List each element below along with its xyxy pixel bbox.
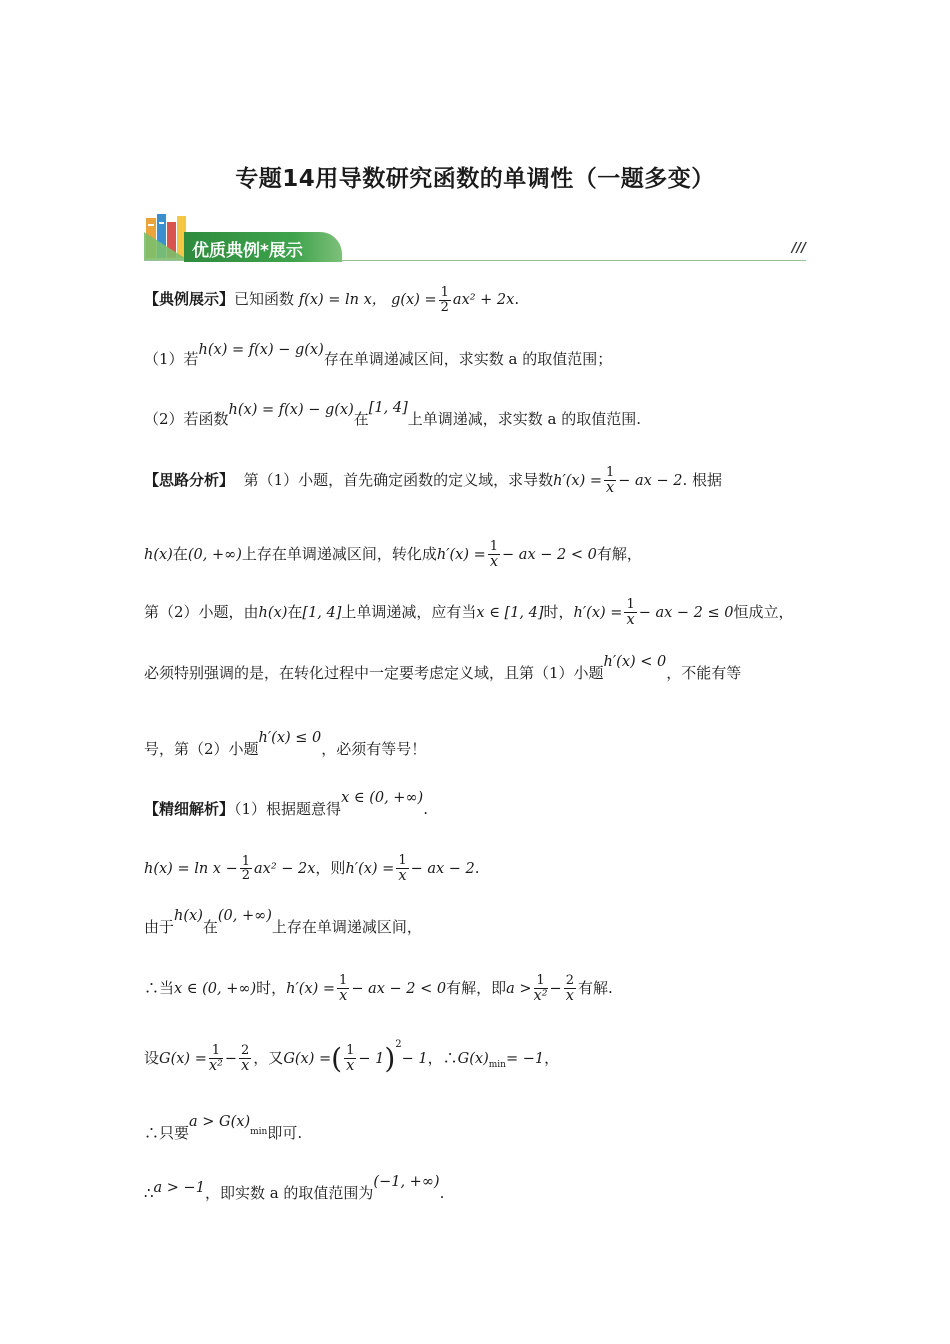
analysis-line-5: 号，第（2）小题h′(x) ≤ 0，必须有等号！ — [144, 730, 427, 758]
solution-line-3: 由于h(x)在(0, +∞)上存在单调递减区间， — [144, 908, 422, 936]
f-definition: f(x) = ln x， — [298, 292, 387, 309]
solution-line-2: h(x) = ln x − $\frac{1}{2}$ ax² − 2x，则h′(x) = $\frac{1}{x}$ − ax − 2. — [144, 853, 480, 884]
solution-line-4: ∴当x ∈ (0, +∞)时，h′(x) = $\frac{1}{x}$ − ax − 2 < 0有解，即a > $\frac{1}{\text{x²}}$ − $\frac{2}{x}$ 有解. — [144, 973, 613, 1004]
example-tag: 【典例展示】 — [144, 290, 235, 309]
analysis-line-3: 第（2）小题，由h(x)在[1, 4]上单调递减，应有当x ∈ [1, 4]时，h′(x) = $\frac{1}{x}$ − ax − 2 ≤ 0恒成立， — [144, 597, 794, 628]
section-slashes: /// — [791, 241, 806, 256]
solution-line-7: ∴a > −1，即实数 a 的取值范围为(−1, +∞). — [144, 1174, 445, 1202]
question-2: （2）若函数h(x) = f(x) − g(x)在[1, 4]上单调递减，求实数 a 的取值范围. — [144, 400, 641, 428]
analysis-tag: 【思路分析】 — [144, 470, 235, 489]
section-label: 优质典例*展示 — [192, 241, 303, 261]
solution-tag: 【精细解析】 — [144, 800, 235, 818]
section-tab — [184, 232, 342, 262]
solution-line-6: ∴只要$a > G(x)_{min}$即可. — [144, 1114, 303, 1142]
analysis-line-2: h(x)在(0, +∞)上存在单调递减区间，转化成h′(x) = $\frac{1}{x}$ − ax − 2 < 0有解， — [144, 539, 642, 570]
solution-line-1: 【精细解析】（1）根据题意得x ∈ (0, +∞). — [144, 790, 428, 818]
solution-line-5: 设G(x) = $\frac{1}{\text{x²}}$ − $\frac{2}{x}$ ，又G(x) =( $\frac{1}{x}$ − 1)$^2$− 1，$\therefore G(x)_{min}= -1$， — [144, 1038, 560, 1075]
fraction: $\frac{1}{2}$ — [440, 285, 449, 315]
page-title: 专题14用导数研究函数的单调性（一题多变） — [235, 166, 715, 192]
analysis-line-1: 【思路分析】 第（1）小题，首先确定函数的定义域，求导数h′(x) = $\frac{1}{x}$ − ax − 2. 根据 — [144, 465, 723, 496]
section-header — [144, 210, 806, 262]
analysis-line-4: 必须特别强调的是，在转化过程中一定要考虑定义域，且第（1）小题h′(x) < 0，不能有等 — [144, 654, 742, 682]
question-1: （1）若h(x) = f(x) − g(x)存在单调递减区间，求实数 a 的取值范围； — [144, 342, 613, 368]
example-statement: 【典例展示】已知函数 f(x) = ln x， g(x) = $\frac{1}{2}$ ax² + 2x. — [144, 285, 520, 315]
